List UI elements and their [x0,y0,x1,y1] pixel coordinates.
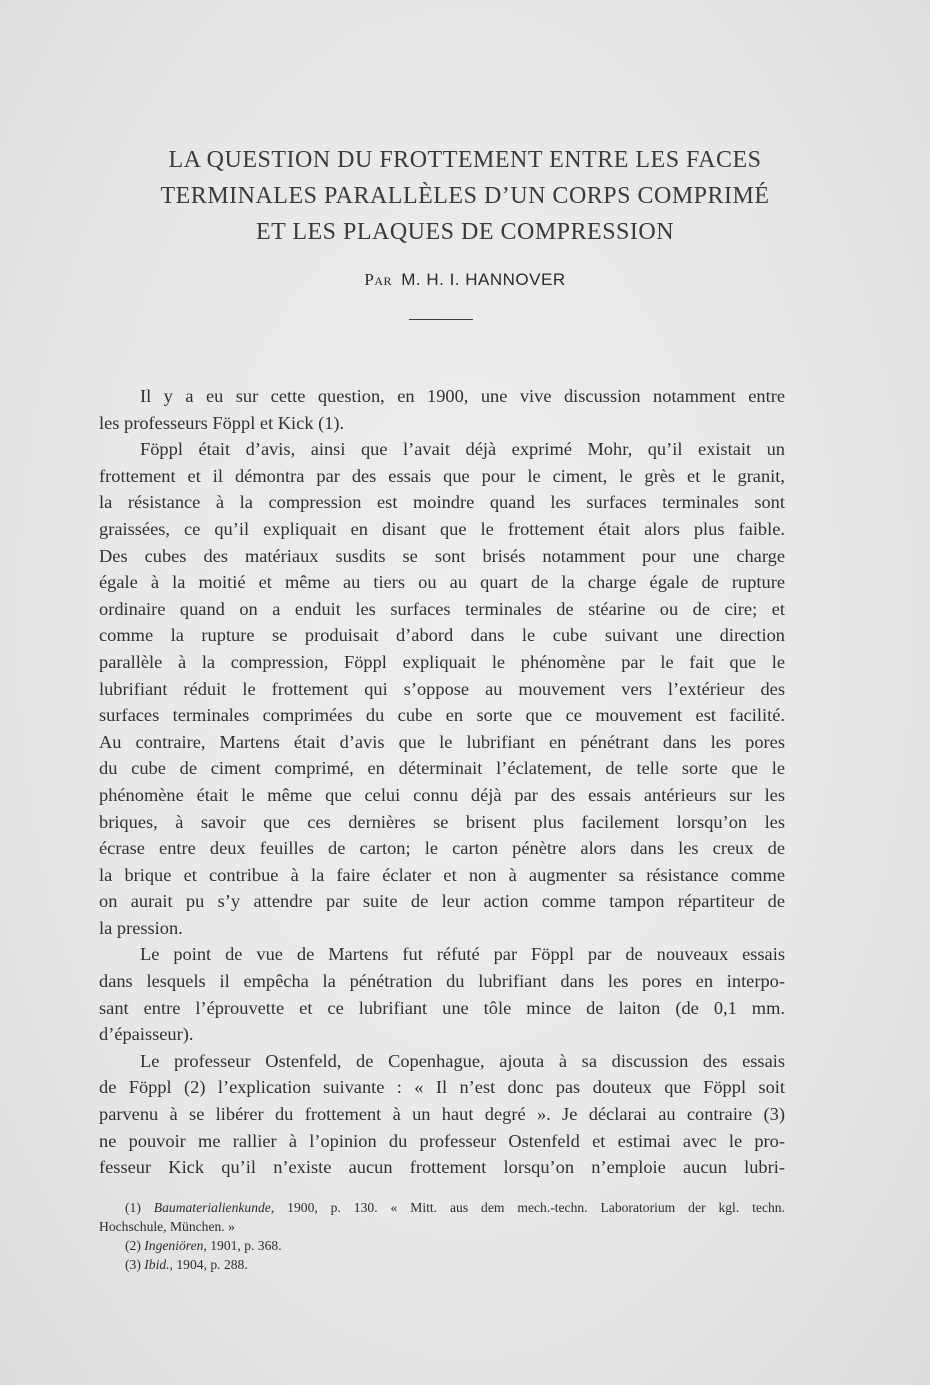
body-line: graissées, ce qu’il expliquait en disant que le frottement était alors plus faible. [99,518,785,539]
body-line: sant entre l’éprouvette et ce lubrifiant une tôle mince de laiton (de 0,1 mm. [99,997,785,1018]
author-byline [90,270,840,290]
body-line: Le point de vue de Martens fut réfuté par Föppl par de nouveaux essais [140,944,785,965]
footnote-number: (2) [125,1238,141,1253]
body-line: les professeurs Föppl et Kick (1). [99,412,345,433]
body-line: comme la rupture se produisait d’abord dans le cube suivant une direction [99,625,785,646]
body-line: surfaces terminales comprimées du cube en sorte que ce mouvement est facilité. [99,705,785,726]
body-line: Le professeur Ostenfeld, de Copenhague, ajouta à sa discussion des essais [140,1050,785,1071]
body-line: briques, à savoir que ces dernières se brisent plus facilement lorsqu’on les [99,811,785,832]
body-line: écrase entre deux feuilles de carton; le carton pénètre alors dans les creux de [99,838,785,859]
body-line: ordinaire quand on a enduit les surfaces terminales de stéarine ou de cire; et [99,598,785,619]
body-line: lubrifiant réduit le frottement qui s’oppose au mouvement vers l’extérieur des [99,678,785,699]
footnotes [99,1198,785,1274]
article-body [99,383,785,1181]
body-line: ne pouvoir me rallier à l’opinion du professeur Ostenfeld et estimai avec le pro- [99,1130,785,1151]
footnote-1 [99,1198,785,1217]
body-line: dans lesquels il empêcha la pénétration du lubrifiant dans les pores en interpo- [99,971,785,992]
footnote-text: 1901, p. 368. [210,1238,282,1253]
footnote-source-title: Ingeniören, [144,1238,207,1253]
footnote-text: 1900, p. 130. « Mitt. aus dem mech.-techn. Laboratorium der kgl. techn. [287,1200,785,1215]
body-line: phénomène était le même que celui connu déjà par des essais antérieurs sur les [99,784,785,805]
body-line: d’épaisseur). [99,1024,194,1045]
footnote-3 [99,1255,785,1274]
footnote-1-continuation: Hochschule, München. » [99,1219,235,1234]
body-line: parvenu à se libérer du frottement à un haut degré ». Je déclarai au contraire (3) [99,1104,785,1125]
body-line: Föppl était d’avis, ainsi que l’avait déjà exprimé Mohr, qu’il existait un [140,439,785,460]
body-line: la résistance à la compression est moindre quand les surfaces terminales sont [99,492,785,513]
body-line: du cube de ciment comprimé, en déterminait l’éclatement, de telle sorte que le [99,758,785,779]
body-line: Il y a eu sur cette question, en 1900, une vive discussion notamment entre [140,386,785,406]
title-line-1: LA QUESTION DU FROTTEMENT ENTRE LES FACES [168,147,762,173]
body-line: la pression. [99,917,183,938]
body-line: de Föppl (2) l’explication suivante : « Il n’est donc pas douteux que Föppl soit [99,1077,785,1098]
body-line: égale à la moitié et même au tiers ou au quart de la charge égale de rupture [99,572,785,593]
body-line: frottement et il démontra par des essais que pour le ciment, le grès et le granit, [99,465,785,486]
footnote-number: (3) [125,1257,141,1272]
author-prefix: Par [364,270,393,289]
body-line: Des cubes des matériaux susdits se sont brisés notamment pour une charge [99,545,785,566]
footnote-text: 1904, p. 288. [176,1257,248,1272]
body-line: la brique et contribue à la faire éclater et non à augmenter sa résistance comme [99,864,785,885]
footnote-2 [99,1236,785,1255]
footnote-source-title: Ibid., [144,1257,173,1272]
title-line-2: TERMINALES PARALLÈLES D’UN CORPS COMPRIMÉ [160,183,770,209]
author-name: M. H. I. HANNOVER [401,270,566,289]
body-line: fesseur Kick qu’il n’existe aucun frottement lorsqu’on n’emploie aucun lubri- [99,1157,785,1178]
footnote-number: (1) [125,1200,141,1215]
title-line-3: ET LES PLAQUES DE COMPRESSION [255,219,675,245]
title-divider [409,319,473,320]
footnote-source-title: Baumaterialienkunde, [153,1200,275,1215]
body-line: on aurait pu s’y attendre par suite de leur action comme tampon répartiteur de [99,891,785,912]
article-title [90,142,840,250]
body-line: parallèle à la compression, Föppl expliquait le phénomène par le fait que le [99,651,785,672]
body-line: Au contraire, Martens était d’avis que le lubrifiant en pénétrant dans les pores [99,731,785,752]
